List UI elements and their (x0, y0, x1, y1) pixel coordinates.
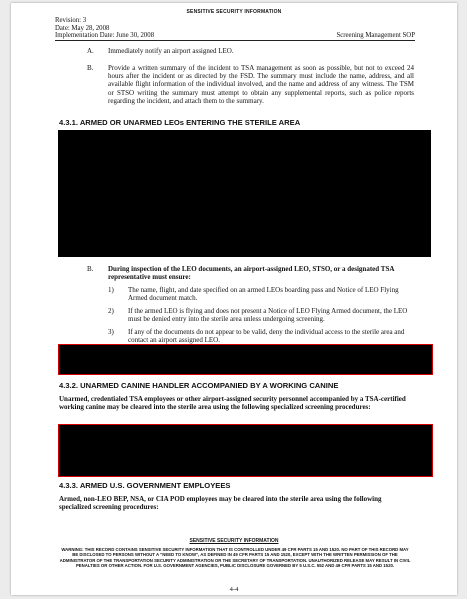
item-a-text: Immediately notify an airport assigned LEO. (108, 47, 234, 55)
heading-4-3-3: 4.3.3. ARMED U.S. GOVERNMENT EMPLOYEES (59, 481, 231, 490)
section-4-3-2-text: Unarmed, credentialed TSA employees or other airport-assigned security personnel accompanied by a TSA-certified working canine may be cleared into the sterile area using the following specialized screening procedures: (59, 395, 406, 412)
item-b-label: B. (87, 64, 94, 72)
footer-banner: SENSITIVE SECURITY INFORMATION (189, 538, 279, 544)
redaction-block-1 (58, 130, 431, 257)
redaction-block-3 (58, 424, 433, 477)
sub-item-1-text: The name, flight, and date specified on an armed LEOs boarding pass and Notice of LEO Flying Armed document match. (128, 286, 399, 303)
document-page (11, 3, 457, 595)
header-date: Date: May 28, 2008 (55, 24, 110, 32)
header-implementation-date: Implementation Date: June 30, 2008 (55, 32, 155, 39)
item-431-b-label: B. (87, 265, 94, 273)
sub-item-1-number: 1) (108, 286, 114, 294)
item-a-label: A. (87, 47, 94, 55)
heading-4-3-1: 4.3.1. ARMED OR UNARMED LEOs ENTERING THE STERILE AREA (59, 118, 301, 127)
page-number: 4-4 (229, 586, 239, 593)
item-b-text: Provide a written summary of the incident to TSA management as soon as possible, but not to exceed 24 hours after the incident or as directed by the FSD. The summary must include the name, address, and all available flight information of the individual involved, and the name and address of any witness. The TSM or STSO writing the summary must attempt to obtain any supplemental reports, such as police reports regarding the incident, and attach them to the summary. (108, 64, 414, 105)
sub-item-2-text: If the armed LEO is flying and does not present a Notice of LEO Flying Armed document, the LEO must be denied entry into the sterile area unless undergoing screening. (128, 307, 408, 324)
header-revision: Revision: 3 (55, 17, 87, 24)
footer-warning: WARNING: THIS RECORD CONTAINS SENSITIVE SECURITY INFORMATION THAT IS CONTROLLED UNDER 49 CFR PARTS 15 AND 1520. NO PART OF THIS RECORD MAY BE DISCLOSED TO PERSONS WITHOUT A "NEED TO KNOW", AS DEFINED IN 49 CFR PARTS 15 AND 1520, EXCEPT WITH THE WRITTEN PERMISSION OF THE ADMINISTRATOR OF THE TRANSPORTATION SECURITY ADMINISTRATION OR THE SECRETARY OF TRANSPORTATION. UNAUTHORIZED RELEASE MAY RESULT IN CIVIL PENALTIES OR OTHER ACTION. FOR U.S. GOVERNMENT AGENCIES, PUBLIC DISCLOSURE GOVERNED BY 5 U.S.C. 552 AND 49 CFR PARTS 15 AND 1520. (59, 547, 411, 568)
sub-item-2-number: 2) (108, 307, 114, 315)
sub-item-3-text: If any of the documents do not appear to be valid, deny the individual access to the sterile area and contact an airport assigned LEO. (128, 328, 405, 345)
section-4-3-3-text: Armed, non-LEO BEP, NSA, or CIA POD employees may be cleared into the sterile area using the following specialized screening procedures: (59, 495, 382, 512)
redaction-block-2 (58, 344, 433, 375)
heading-4-3-2: 4.3.2. UNARMED CANINE HANDLER ACCOMPANIED BY A WORKING CANINE (59, 381, 339, 390)
header-sop-title: Screening Management SOP (336, 32, 415, 39)
item-431-b-text: During inspection of the LEO documents, an airport-assigned LEO, STSO, or a designated TSA representative must ensure: (108, 265, 395, 282)
header-rule (55, 40, 415, 41)
header-banner: SENSITIVE SECURITY INFORMATION (186, 9, 282, 15)
sub-item-3-number: 3) (108, 328, 114, 336)
